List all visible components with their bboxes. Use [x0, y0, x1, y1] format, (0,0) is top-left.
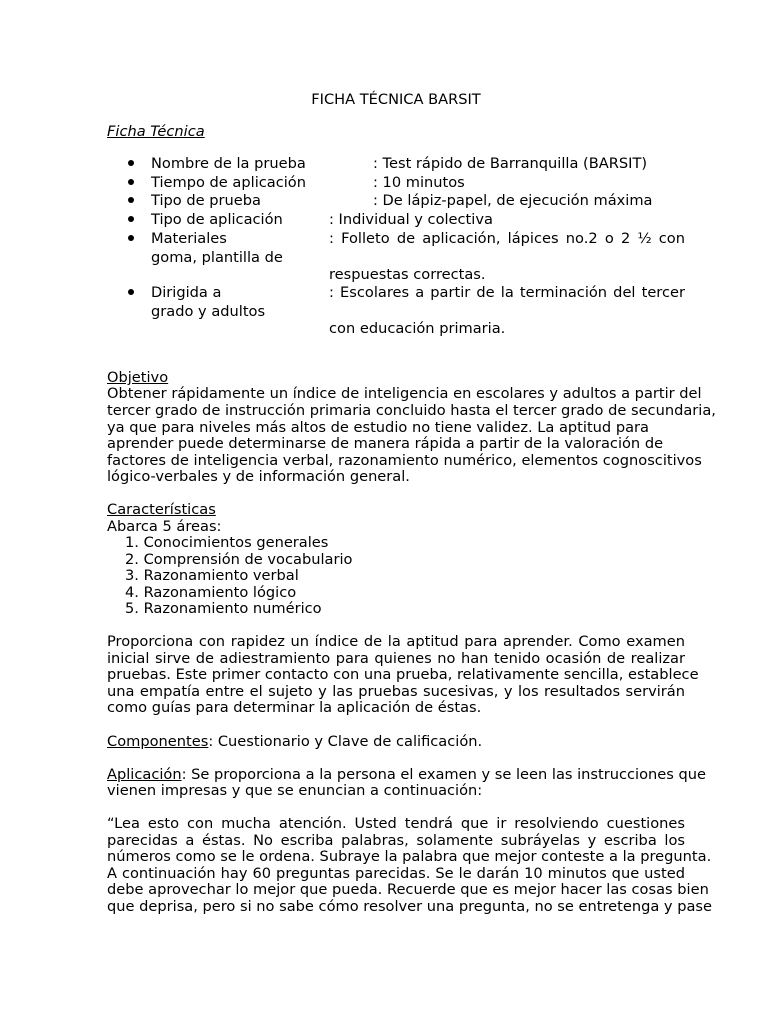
- bullet-icon: [128, 197, 134, 203]
- list-item: 3. Razonamiento verbal: [125, 567, 299, 584]
- ficha-item-value: : 10 minutos: [373, 174, 465, 191]
- paragraph-line: debe aprovechar lo mejor que pueda. Recuerde que es mejor hacer las cosas bien: [107, 881, 709, 898]
- paragraph-line: Obtener rápidamente un índice de inteligencia en escolares y adultos a partir del: [107, 385, 702, 402]
- paragraph-line: factores de inteligencia verbal, razonamiento numérico, elementos cognoscitivos: [107, 452, 702, 469]
- paragraph-line: lógico-verbales y de información general.: [107, 468, 410, 485]
- caracteristicas-intro: Abarca 5 áreas:: [107, 518, 222, 535]
- ficha-item-value: : Folleto de aplicación, lápices no.2 o 2 ½ con: [329, 230, 685, 247]
- bullet-icon: [128, 160, 134, 166]
- componentes-heading: Componentes: [107, 733, 209, 750]
- ficha-item-value: : De lápiz-papel, de ejecución máxima: [373, 192, 653, 209]
- ficha-item-value-cont: con educación primaria.: [329, 320, 506, 337]
- aplicacion-text: : Se proporciona a la persona el examen y se leen las instrucciones que: [181, 766, 706, 783]
- paragraph-line: números como se le ordena. Subraye la palabra que mejor conteste a la pregunta.: [107, 848, 712, 865]
- aplicacion-line-2: vienen impresas y que se enuncian a continuación:: [107, 782, 483, 799]
- componentes-text: : Cuestionario y Clave de calificación.: [208, 733, 483, 750]
- ficha-item-value: : Individual y colectiva: [329, 211, 493, 228]
- paragraph-line: aprender puede determinarse de manera rápida a partir de la valoración de: [107, 435, 664, 452]
- ficha-heading: Ficha Técnica: [107, 123, 205, 140]
- paragraph-line: pruebas. Este primer contacto con una prueba, relativamente sencilla, establece: [107, 666, 699, 683]
- objetivo-heading: Objetivo: [107, 369, 169, 386]
- document-title: FICHA TÉCNICA BARSIT: [311, 91, 481, 108]
- ficha-item-value-cont: respuestas correctas.: [329, 266, 486, 283]
- paragraph-line: parecidas a éstas. No escriba palabras, solamente subráyelas y escriba los: [107, 832, 685, 849]
- caracteristicas-heading: Características: [107, 501, 216, 518]
- paragraph-line: Proporciona con rapidez un índice de la aptitud para aprender. Como examen: [107, 633, 685, 650]
- paragraph-line: A continuación hay 60 preguntas parecidas. Se le darán 10 minutos que usted: [107, 865, 685, 882]
- paragraph-line: que deprisa, pero si no sabe cómo resolver una pregunta, no se entretenga y pase: [107, 898, 712, 915]
- ficha-item-value: : Test rápido de Barranquilla (BARSIT): [373, 155, 648, 172]
- paragraph-line: “Lea esto con mucha atención. Usted tendrá que ir resolviendo cuestiones: [107, 815, 685, 832]
- paragraph-line: tercer grado de instrucción primaria concluido hasta el tercer grado de secundaria,: [107, 402, 716, 419]
- bullet-icon: [128, 289, 134, 295]
- ficha-item-label: Tipo de prueba: [151, 192, 261, 209]
- list-item: 2. Comprensión de vocabulario: [125, 551, 353, 568]
- bullet-icon: [128, 216, 134, 222]
- ficha-item-label-cont: grado y adultos: [151, 303, 266, 320]
- paragraph-line: una empatía entre el sujeto y las pruebas sucesivas, y los resultados servirán: [107, 683, 685, 700]
- aplicacion-heading: Aplicación: [107, 766, 182, 783]
- bullet-icon: [128, 179, 134, 185]
- ficha-item-label-cont: goma, plantilla de: [151, 249, 283, 266]
- list-item: 4. Razonamiento lógico: [125, 584, 297, 601]
- paragraph-line: inicial sirve de adiestramiento para quienes no han tenido ocasión de realizar: [107, 650, 685, 667]
- paragraph-line: como guías para determinar la aplicación de éstas.: [107, 699, 482, 716]
- componentes-line: [107, 734, 482, 751]
- ficha-item-label: Materiales: [151, 230, 227, 247]
- ficha-item-label: Tiempo de aplicación: [151, 174, 306, 191]
- paragraph-line: ya que para niveles más altos de estudio no tiene validez. La aptitud para: [107, 419, 649, 436]
- ficha-item-value: : Escolares a partir de la terminación del tercer: [329, 284, 685, 301]
- ficha-item-label: Tipo de aplicación: [151, 211, 283, 228]
- bullet-icon: [128, 235, 134, 241]
- ficha-item-label: Nombre de la prueba: [151, 155, 306, 172]
- list-item: 1. Conocimientos generales: [125, 534, 329, 551]
- ficha-item-label: Dirigida a: [151, 284, 222, 301]
- list-item: 5. Razonamiento numérico: [125, 600, 322, 617]
